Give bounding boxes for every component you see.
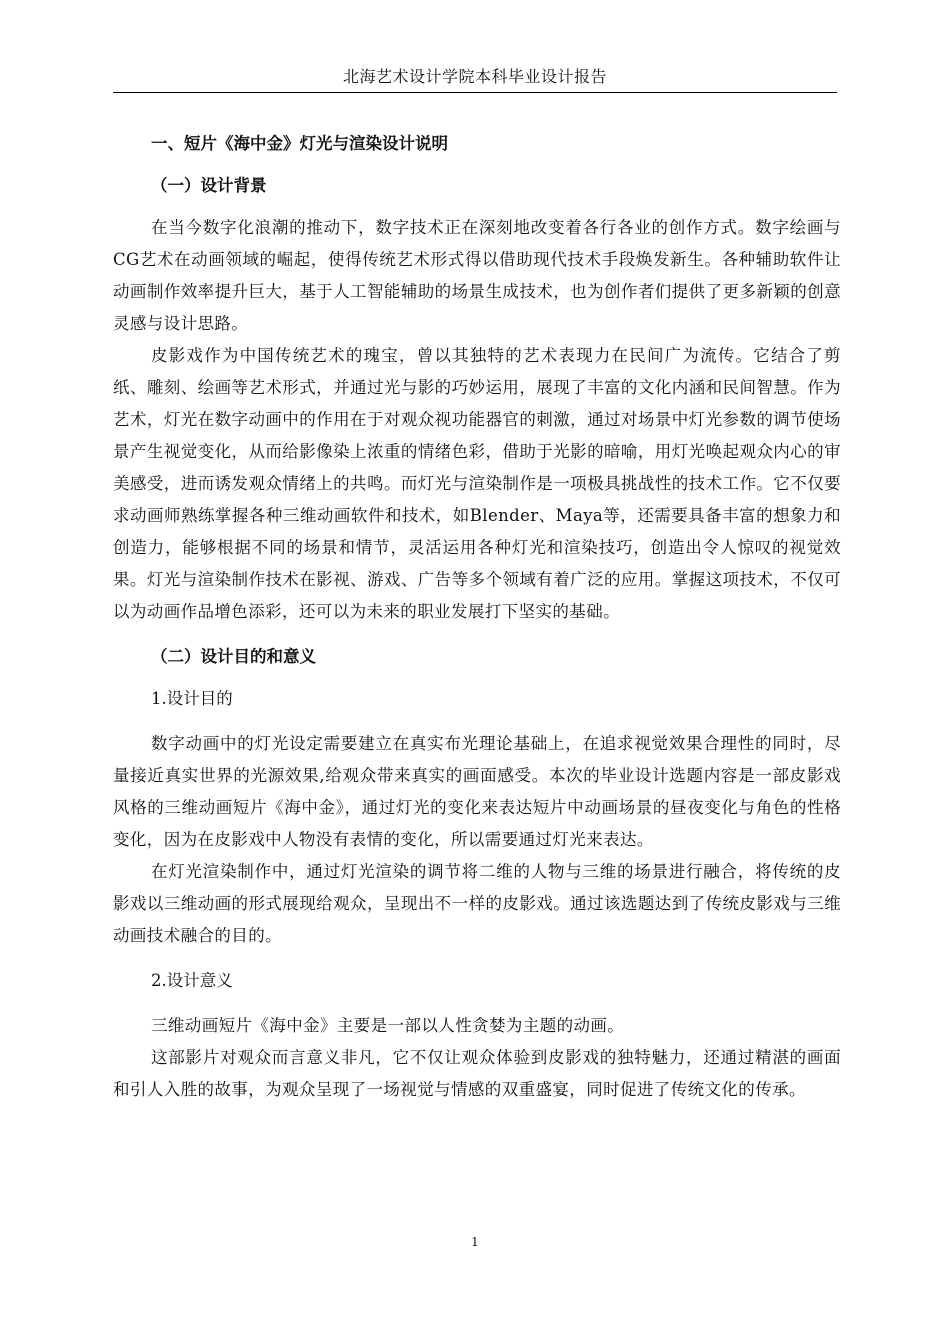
header-rule <box>113 92 837 93</box>
item-heading-purpose: 1.设计目的 <box>151 689 233 708</box>
paragraph: 在灯光渲染制作中，通过灯光渲染的调节将二维的人物与三维的场景进行融合，将传统的皮影戏以三维动画的形式展现给观众，呈现出不一样的皮影戏。通过该选题达到了传统皮影戏与三维动画技术融合的目的。 <box>113 862 841 945</box>
paragraph: 皮影戏作为中国传统艺术的瑰宝，曾以其独特的艺术表现力在民间广为流传。它结合了剪纸、雕刻、绘画等艺术形式，并通过光与影的巧妙运用，展现了丰富的文化内涵和民间智慧。作为艺术，灯光在数字动画中的作用在于对观众视功能器官的刺激，通过对场景中灯光参数的调节使场景产生视觉变化，从而给影像染上浓重的情绪色彩，借助于光影的暗喻，用灯光唤起观众内心的审美感受，进而诱发观众情绪上的共鸣。而灯光与渲染制作是一项极具挑战性的技术工作。它不仅要求动画师熟练掌握各种三维动画软件和技术，如Blender、Maya等，还需要具备丰富的想象力和创造力，能够根据不同的场景和情节，灵活运用各种灯光和渲染技巧，创造出令人惊叹的视觉效果。灯光与渲染制作技术在影视、游戏、广告等多个领域有着广泛的应用。掌握这项技术，不仅可以为动画作品增色添彩，还可以为未来的职业发展打下坚实的基础。 <box>113 346 841 621</box>
item-heading-significance: 2.设计意义 <box>151 971 233 990</box>
page-number: 1 <box>471 1235 479 1249</box>
body-content <box>113 128 841 1106</box>
subsection-heading-background: （一）设计背景 <box>151 176 267 195</box>
subsection-heading-purpose-significance: （二）设计目的和意义 <box>151 647 316 666</box>
paragraph: 这部影片对观众而言意义非凡，它不仅让观众体验到皮影戏的独特魅力，还通过精湛的画面和引人入胜的故事，为观众呈现了一场视觉与情感的双重盛宴，同时促进了传统文化的传承。 <box>113 1048 841 1099</box>
running-header: 北海艺术设计学院本科毕业设计报告 <box>342 67 607 86</box>
paragraph: 数字动画中的灯光设定需要建立在真实布光理论基础上，在追求视觉效果合理性的同时，尽量接近真实世界的光源效果,给观众带来真实的画面感受。本次的毕业设计选题内容是一部皮影戏风格的三维动画短片《海中金》，通过灯光的变化来表达短片中动画场景的昼夜变化与角色的性格变化，因为在皮影戏中人物没有表情的变化，所以需要通过灯光来表达。 <box>113 734 841 849</box>
paragraph: 在当今数字化浪潮的推动下，数字技术正在深刻地改变着各行各业的创作方式。数字绘画与CG艺术在动画领域的崛起，使得传统艺术形式得以借助现代技术手段焕发新生。各种辅助软件让动画制作效率提升巨大，基于人工智能辅助的场景生成技术，也为创作者们提供了更多新颖的创意灵感与设计思路。 <box>113 218 841 333</box>
paragraph: 三维动画短片《海中金》主要是一部以人性贪婪为主题的动画。 <box>151 1016 625 1035</box>
section-heading: 一、短片《海中金》灯光与渲染设计说明 <box>151 134 448 153</box>
